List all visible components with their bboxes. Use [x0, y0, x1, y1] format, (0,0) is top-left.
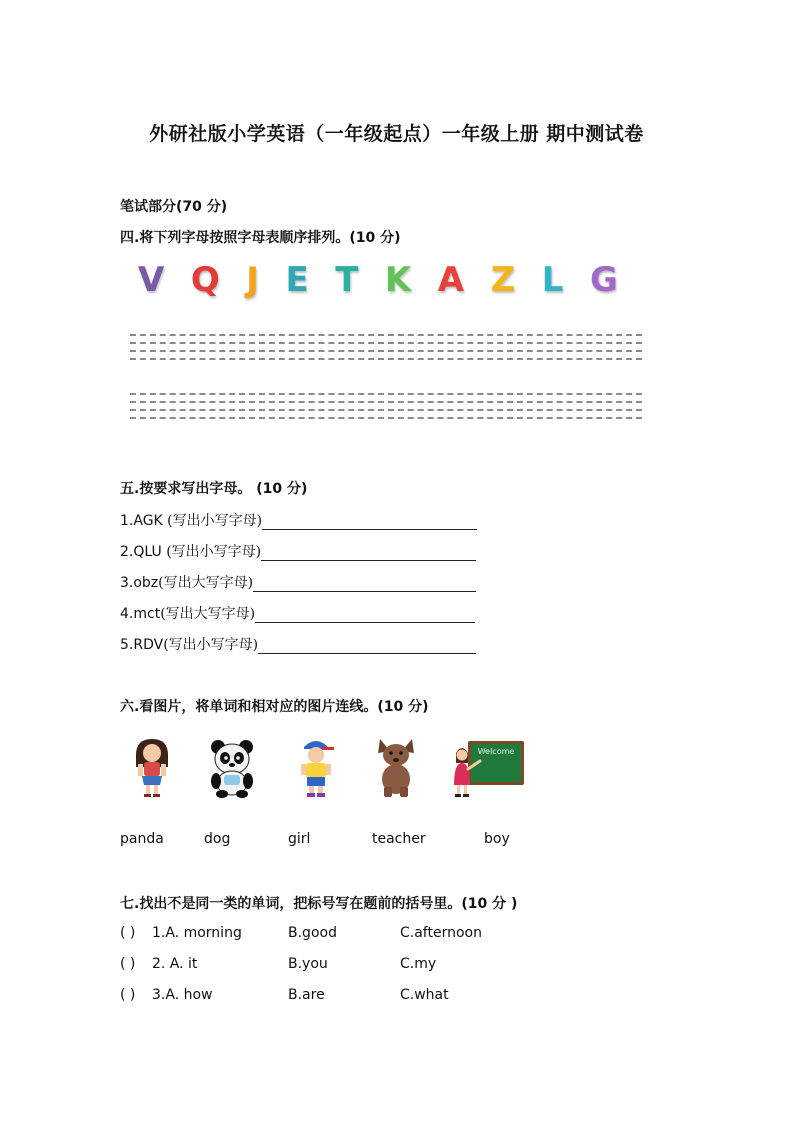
q7-row-2-option-b: B.you: [288, 956, 328, 972]
rule-line: [130, 401, 642, 403]
answer-blank[interactable]: [262, 515, 477, 530]
rule-line: [130, 334, 642, 336]
rule-line: [130, 342, 642, 344]
writing-lines-2[interactable]: [130, 393, 642, 425]
rule-line: [130, 350, 642, 352]
letter-8: Z: [490, 260, 516, 300]
section-written-heading: 笔试部分(70 分): [120, 199, 228, 215]
letter-4: E: [285, 260, 309, 300]
letter-9: L: [541, 260, 564, 300]
q7-row-2-paren[interactable]: ( ): [120, 956, 136, 972]
rule-line: [130, 417, 642, 419]
letter-2: Q: [190, 260, 220, 300]
rule-line: [130, 358, 642, 360]
q7-row-1-option-c: C.afternoon: [400, 925, 482, 941]
q5-item-4: [120, 603, 475, 623]
q7-row-3-option-a: 3.A. how: [152, 987, 213, 1003]
q7-row-3-option-b: B.are: [288, 987, 325, 1003]
word-teacher[interactable]: teacher: [372, 831, 426, 847]
q6-heading: 六.看图片，将单词和相对应的图片连线。(10 分): [120, 699, 429, 715]
word-girl[interactable]: girl: [288, 831, 311, 847]
letter-3: J: [246, 260, 259, 300]
answer-blank[interactable]: [253, 577, 476, 592]
q5-item-label: 1.AGK: [120, 513, 168, 529]
rule-line: [130, 409, 642, 411]
q5-item-5: [120, 634, 476, 654]
boy-picture[interactable]: [284, 735, 348, 799]
q5-item-1: [120, 510, 477, 530]
letter-5: T: [335, 260, 359, 300]
answer-blank[interactable]: [258, 639, 476, 654]
letter-7: A: [437, 260, 465, 300]
q5-item-label: 2.QLU: [120, 544, 167, 560]
answer-blank[interactable]: [255, 608, 475, 623]
q7-row-1-option-a: 1.A. morning: [152, 925, 242, 941]
q4-heading: 四.将下列字母按照字母表顺序排列。(10 分): [120, 230, 401, 246]
q5-item-label: 5.RDV: [120, 637, 164, 653]
letter-6: K: [384, 260, 412, 300]
word-boy[interactable]: boy: [484, 831, 510, 847]
word-panda[interactable]: panda: [120, 831, 164, 847]
q5-item-3: [120, 572, 476, 592]
page-title: 外研社版小学英语（一年级起点）一年级上册 期中测试卷: [149, 123, 644, 145]
alphabet-letters: [138, 258, 618, 302]
q7-row-3-option-c: C.what: [400, 987, 449, 1003]
q7-row-1-option-b: B.good: [288, 925, 337, 941]
q7-row-3-paren[interactable]: ( ): [120, 987, 136, 1003]
q5-item-label: 4.mct: [120, 606, 161, 622]
letter-1: V: [138, 260, 165, 300]
q7-heading: 七.找出不是同一类的单词，把标号写在题前的括号里。(10 分 ): [120, 896, 518, 912]
q5-heading: 五.按要求写出字母。 (10 分): [120, 481, 308, 497]
q7-row-2-option-a: 2. A. it: [152, 956, 198, 972]
answer-blank[interactable]: [261, 546, 476, 561]
q5-item-hint: (写出小写字母): [163, 637, 259, 653]
dog-picture[interactable]: [364, 735, 428, 799]
panda-picture[interactable]: [200, 735, 264, 799]
q5-item-hint: (写出小写字母): [166, 544, 262, 560]
board-text: Welcome: [477, 747, 515, 756]
q7-row-2-option-c: C.my: [400, 956, 437, 972]
writing-lines-1[interactable]: [130, 334, 642, 366]
girl-picture[interactable]: [120, 735, 184, 799]
q7-row-1-paren[interactable]: ( ): [120, 925, 136, 941]
q5-item-label: 3.obz: [120, 575, 159, 591]
rule-line: [130, 393, 642, 395]
word-dog[interactable]: dog: [204, 831, 231, 847]
teacher-picture[interactable]: [450, 737, 526, 799]
q5-item-2: [120, 541, 476, 561]
q5-item-hint: (写出大写字母): [158, 575, 254, 591]
letter-10: G: [589, 260, 618, 300]
q5-item-hint: (写出小写字母): [167, 513, 263, 529]
q5-item-hint: (写出大写字母): [160, 606, 256, 622]
